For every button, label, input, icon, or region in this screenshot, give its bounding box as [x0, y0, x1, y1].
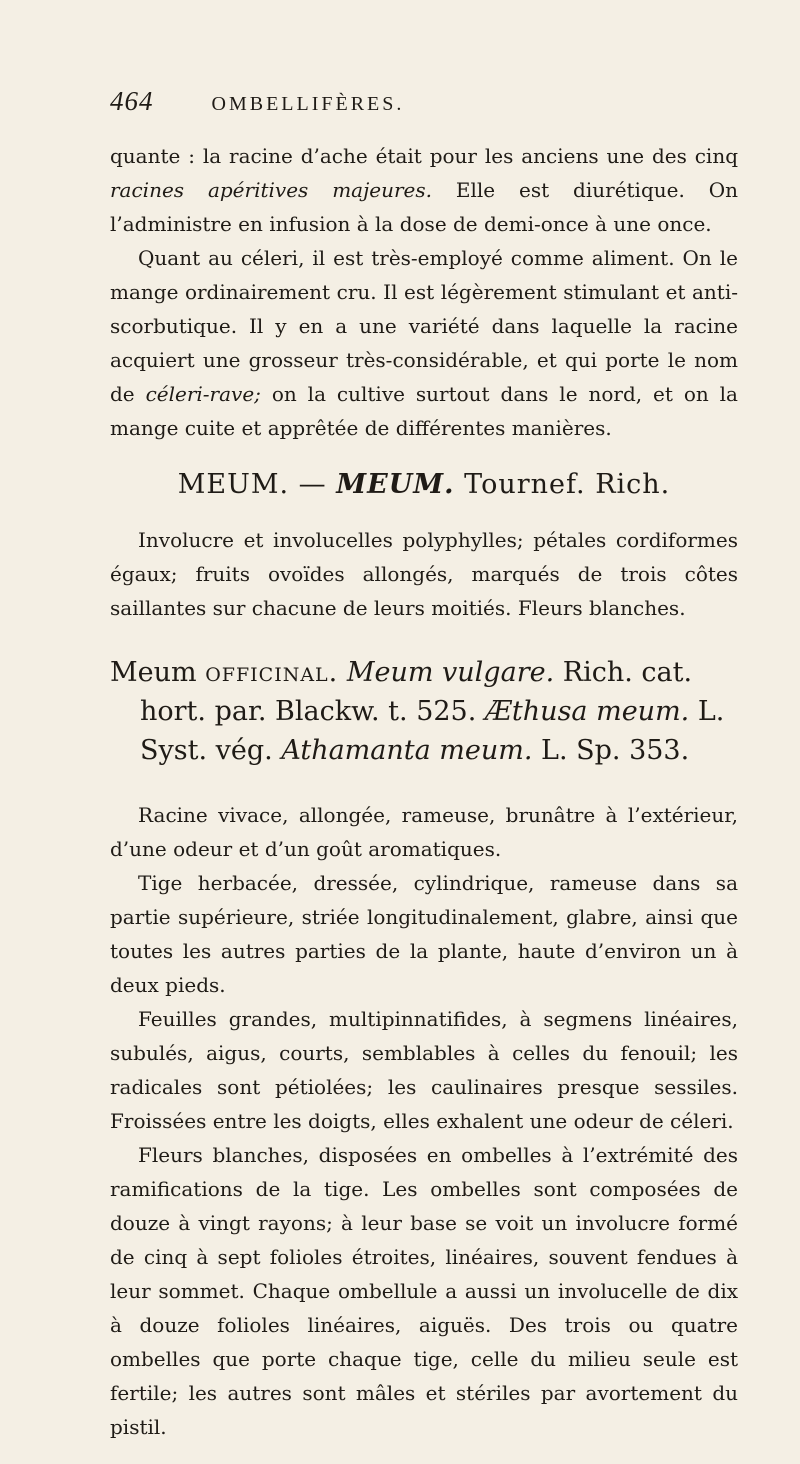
page-header	[110, 86, 738, 117]
genus-title-part: MEUM. —	[177, 469, 337, 500]
description-root: Racine vivace, allongée, rameuse, brunâtre à l’extérieur, d’une odeur et d’un goût aromatiques.	[110, 803, 738, 861]
intro-text: quante : la racine d’ache était pour les anciens une des cinq	[110, 144, 738, 168]
citation: L. Sp. 353.	[532, 735, 690, 766]
spacer	[110, 625, 738, 653]
description-flowers: Fleurs blanches, disposées en ombelles à l’extrémité des ramifications de la tige. Les ombelles sont composées de douze à vingt rayons; à leur base se voit un involucre formé de cinq à sept folioles étroites, linéaires, souvent fendues à leur sommet. Chaque ombellule a aussi un involucelle de dix à douze folioles linéaires, aiguës. Des trois ou quatre ombelles que porte chaque tige, celle du milieu seule est fertile; les autres sont mâles et stériles par avortement du pistil.	[110, 1143, 738, 1439]
italic-term: racines apéritives majeures.	[110, 178, 433, 202]
description-leaves: Feuilles grandes, multipinnatifides, à segmens linéaires, subulés, aigus, courts, semblables à celles du fenouil; les radicales sont pétiolées; les caulinaires presque sessiles. Froissées entre les doigts, elles exhalent une odeur de céleri.	[110, 1007, 738, 1133]
intro-paragraph-2	[110, 241, 738, 445]
intro-text: on la cultive surtout dans le nord, et on la mange cuite et apprêtée de différentes manières.	[110, 382, 738, 440]
intro-paragraph-1	[110, 139, 738, 241]
description-stem: Tige herbacée, dressée, cylindrique, rameuse dans sa partie supérieure, striée longitudinalement, glabre, ainsi que toutes les autres parties de la plante, haute d’environ un à deux pieds.	[110, 871, 738, 997]
synonym: Æthusa meum.	[476, 696, 690, 727]
running-head: OMBELLIFÈRES.	[211, 93, 405, 115]
spacer	[110, 1444, 738, 1464]
italic-term: céleri-rave;	[145, 382, 261, 406]
intro-text: Quant au céleri, il est très-employé comme aliment. On le mange ordinairement cru. Il est légèrement stimulant et anti-scorbutique. Il y en a une variété dans laquelle la racine acquiert une grosseur très-considérable, et qui porte le nom de	[110, 246, 738, 406]
spacer	[110, 770, 738, 798]
genus-title	[110, 469, 738, 500]
genus-description: Involucre et involucelles polyphylles; pétales cordiformes égaux; fruits ovoïdes allongés, marqués de trois côtes saillantes sur chacune de leurs moitiés. Fleurs blanches.	[110, 528, 738, 620]
page-number: 464	[110, 86, 154, 116]
citation: Rich. cat. hort. par. Blackw. t. 525.	[140, 657, 693, 727]
species-synonymy	[110, 653, 738, 770]
intro-text: Elle est diurétique. On l’administre en infusion à la dose de demi-once à une once.	[110, 178, 738, 236]
genus-title-part: Tournef. Rich.	[454, 469, 671, 500]
synonym: Meum vulgare.	[338, 657, 555, 688]
genus-title-italic: MEUM.	[336, 469, 455, 500]
species-name-small-caps: officinal.	[205, 657, 339, 688]
species-name: Meum	[110, 657, 206, 688]
synonym: Athamanta meum.	[272, 735, 533, 766]
citation: L. Syst. vég.	[140, 696, 725, 766]
